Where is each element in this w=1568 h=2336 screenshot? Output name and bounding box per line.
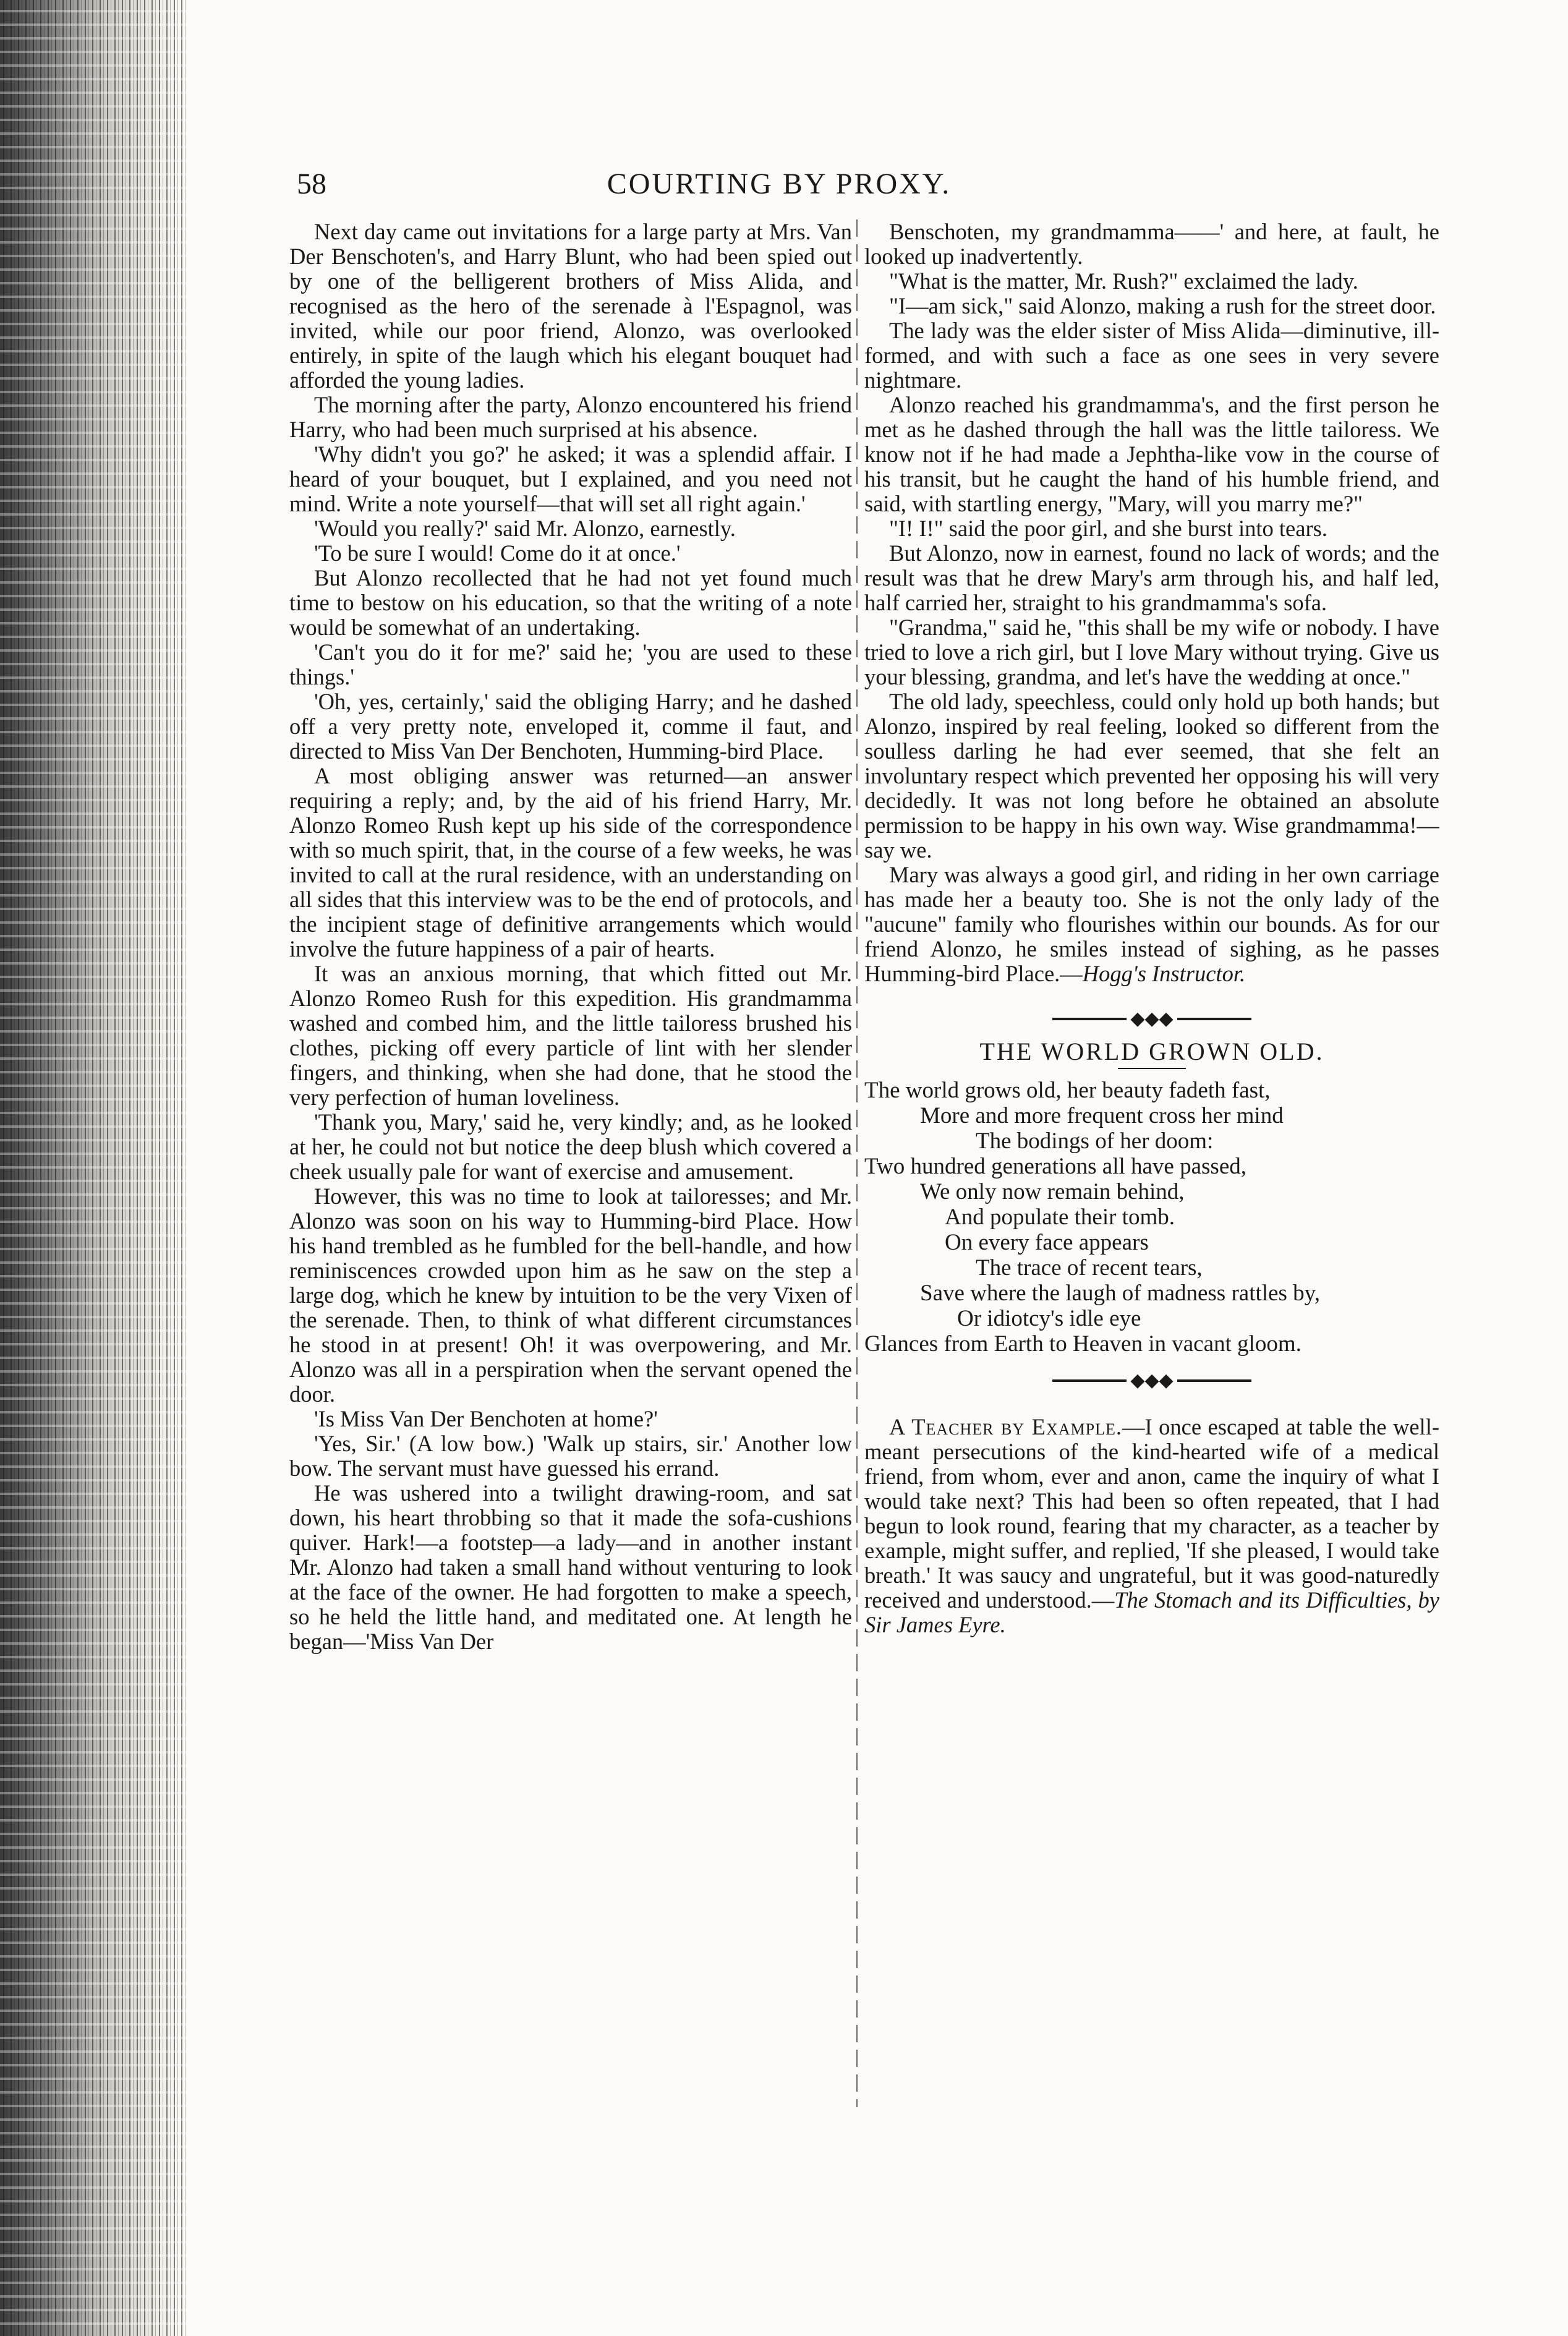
- left-column-paragraph: He was ushered into a twilight drawing-room, and sat down, his heart throbbing so that it made the sofa-cushions quiver. Hark!—a footstep—a lady—and in another instant Mr. Alonzo had taken a small hand without venturing to look at the face of the owner. He had forgotten to make a speech, so he held the little hand, and meditated one. At length he began—'Miss Van Der: [289, 1480, 852, 1654]
- page-header: [297, 167, 1261, 210]
- right-column-paragraph: "I! I!" said the poor girl, and she burst into tears.: [889, 516, 1327, 541]
- right-column-paragraph: The lady was the elder sister of Miss Alida—diminutive, ill-formed, and with such a face as one sees in very severe nightmare.: [864, 318, 1439, 393]
- right-column-paragraph: Mary was always a good girl, and riding in her own carriage has made her a beauty too. She is not the only lady of the "aucune" family who flourishes within our bounds. As for our friend Alonzo, he smiles instead of sighing, as he passes Humming-bird Place.—Hogg's Instructor.: [864, 862, 1439, 986]
- poem-line: The world grows old, her beauty fadeth fast,: [864, 1078, 1271, 1104]
- poem-line: Save where the laugh of madness rattles by,: [920, 1281, 1320, 1307]
- teacher-heading: A Teacher by Example.: [889, 1414, 1122, 1440]
- left-column-paragraph: A most obliging answer was returned—an answer requiring a reply; and, by the aid of his friend Harry, Mr. Alonzo Romeo Rush kept up his side of the correspondence with so much spirit, that, in the course of a few weeks, he was invited to call at the rural residence, with an understanding on all sides that this interview was to be the end of protocols, and the incipient stage of definitive arrangements which would involve the future happiness of a pair of hearts.: [289, 763, 852, 961]
- title-rule: [1118, 1068, 1186, 1069]
- right-column: [864, 220, 1439, 2126]
- left-column-paragraph: The morning after the party, Alonzo encountered his friend Harry, who had been much surprised at his absence.: [289, 392, 852, 442]
- story-continuation: [864, 220, 1439, 986]
- right-column-paragraph: Alonzo reached his grandmamma's, and the first person he met as he dashed through the hall was the little tailoress. We know not if he had made a Jephtha-like vow in the course of his transit, but he caught the hand of his humble friend, and said, with startling energy, "Mary, will you marry me?": [864, 392, 1439, 516]
- running-title: COURTING BY PROXY.: [607, 168, 952, 200]
- poem-body: [864, 1078, 1439, 1357]
- left-column-paragraph: 'Can't you do it for me?' said he; 'you are used to these things.': [289, 639, 852, 689]
- page-number: 58: [297, 168, 326, 200]
- poem-line: Two hundred generations all have passed,: [864, 1154, 1246, 1180]
- left-column: [289, 220, 852, 2126]
- left-column-paragraph: It was an anxious morning, that which fitted out Mr. Alonzo Romeo Rush for this expedition. His grandmamma washed and combed him, and the little tailoress brushed his clothes, picking off every particle of lint with her slender fingers, and thinking, when she had done, that he stood the very perfection of human loveliness.: [289, 961, 852, 1110]
- poem-line: And populate their tomb.: [945, 1204, 1175, 1230]
- poem-line: The bodings of her doom:: [976, 1128, 1214, 1154]
- poem-line: The trace of recent tears,: [976, 1255, 1203, 1281]
- poem-line: On every face appears: [945, 1230, 1149, 1256]
- left-column-paragraph: 'Would you really?' said Mr. Alonzo, earnestly.: [314, 516, 736, 541]
- section-ornament: ◆◆◆: [864, 1008, 1439, 1028]
- poem-line: Or idiotcy's idle eye: [957, 1306, 1141, 1332]
- left-column-paragraph: Next day came out invitations for a large party at Mrs. Van Der Benschoten's, and Harry Blunt, who had been spied out by one of the belligerent brothers of Miss Alida, and recognised as the hero of the serenade à l'Espagnol, was invited, while our poor friend, Alonzo, was overlooked entirely, in spite of the laugh which his elegant bouquet had afforded the young ladies.: [289, 220, 852, 393]
- left-column-paragraph: 'Oh, yes, certainly,' said the obliging Harry; and he dashed off a very pretty note, enveloped it, comme il faut, and directed to Miss Van Der Benchoten, Humming-bird Place.: [289, 689, 852, 764]
- left-column-paragraph: 'Thank you, Mary,' said he, very kindly; and, as he looked at her, he could not but notice the deep blush which covered a cheek usually pale for want of exercise and amusement.: [289, 1109, 852, 1184]
- left-column-paragraph: 'Is Miss Van Der Benchoten at home?': [314, 1406, 658, 1431]
- right-column-paragraph: The old lady, speechless, could only hold up both hands; but Alonzo, inspired by real feeling, looked so different from the soulless darling he had ever seemed, that she felt an involuntary respect which prevented her opposing his will very decidedly. It was not long before he obtained an absolute permission to be happy in his own way. Wise grandmamma!—say we.: [864, 689, 1439, 863]
- right-column-paragraph: But Alonzo, now in earnest, found no lack of words; and the result was that he drew Mary's arm through his, and half led, half carried her, straight to his grandmamma's sofa.: [864, 540, 1439, 615]
- left-column-paragraph: 'Yes, Sir.' (A low bow.) 'Walk up stairs, sir.' Another low bow. The servant must have guessed his errand.: [289, 1431, 852, 1481]
- right-column-paragraph: "What is the matter, Mr. Rush?" exclaimed the lady.: [889, 268, 1358, 294]
- poem-line: Glances from Earth to Heaven in vacant gloom.: [864, 1331, 1302, 1357]
- poem-line: We only now remain behind,: [920, 1179, 1185, 1205]
- column-divider: [856, 220, 858, 2107]
- book-binding-gutter: [0, 0, 185, 2336]
- right-column-paragraph: "I—am sick," said Alonzo, making a rush for the street door.: [889, 293, 1436, 318]
- left-column-paragraph: However, this was no time to look at tailoresses; and Mr. Alonzo was soon on his way to Humming-bird Place. How his hand trembled as he fumbled for the bell-handle, and how reminiscences crowded upon him as he saw on the step a large dog, which he knew by intuition to be the very Vixen of the serenade. Then, to think of what different circumstances he stood in at present! Oh! it was overpowering, and Mr. Alonzo was all in a perspiration when the servant opened the door.: [289, 1183, 852, 1407]
- poem-line: More and more frequent cross her mind: [920, 1103, 1284, 1129]
- left-column-paragraph: 'Why didn't you go?' he asked; it was a splendid affair. I heard of your bouquet, but I explained, and you need not mind. Write a note yourself—that will set all right again.': [289, 441, 852, 516]
- teacher-source: The Stomach and its Difficulties, by Sir James Eyre.: [864, 1587, 1439, 1638]
- left-column-paragraph: 'To be sure I would! Come do it at once.': [314, 540, 681, 566]
- section-ornament-2: ◆◆◆: [864, 1370, 1439, 1390]
- right-column-paragraph: Benschoten, my grandmamma——' and here, at fault, he looked up inadvertently.: [864, 220, 1439, 269]
- teacher-text: —I once escaped at table the well-meant persecutions of the kind-hearted wife of a medical friend, from whom, ever and anon, came the inquiry of what I would take next? This had been so often repeated, that I had begun to look round, fearing that my character, as a teacher by example, might suffer, and replied, 'If she pleased, I would take breath.' It was saucy and ungrateful, but it was good-naturedly received and understood.—: [864, 1414, 1439, 1613]
- right-column-paragraph: "Grandma," said he, "this shall be my wife or nobody. I have tried to love a rich girl, but I love Mary without trying. Give us your blessing, grandma, and let's have the wedding at once.": [864, 615, 1439, 689]
- left-column-paragraph: But Alonzo recollected that he had not yet found much time to bestow on his education, so that the writing of a note would be somewhat of an undertaking.: [289, 565, 852, 640]
- teacher-paragraph: [864, 1415, 1439, 1637]
- story-source: Hogg's Instructor.: [1082, 961, 1246, 986]
- poem-title: THE WORLD GROWN OLD.: [979, 1038, 1324, 1066]
